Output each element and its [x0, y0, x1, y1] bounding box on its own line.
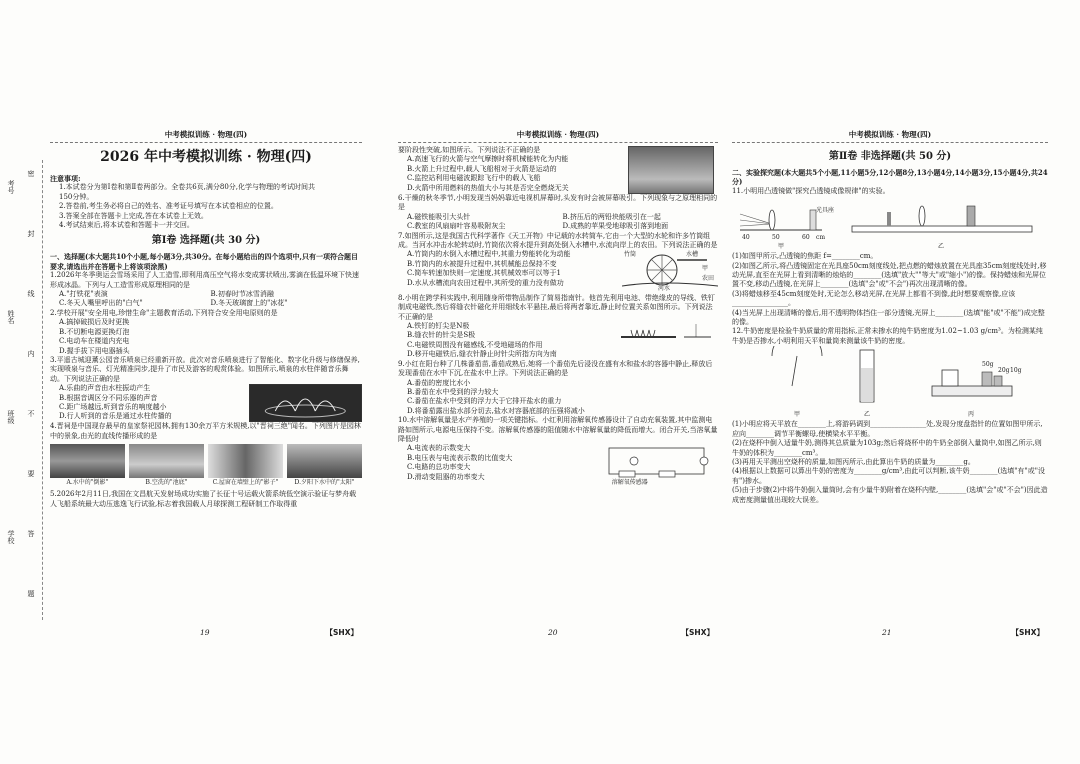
exam-title: 2026 年中考模拟训练 · 物理(四): [100, 149, 312, 165]
fig-label: 水槽: [686, 251, 699, 259]
option: A.搞掉破损后及时更换: [59, 318, 130, 327]
option: B.竹筒内的水被提升过程中,其机械能总保持不变: [407, 259, 557, 268]
question-2-options: [50, 318, 362, 356]
question-11-part: (4)当光屏上出现清晰的像后,用不透明物体挡住一部分透镜,光屏上________(选填"能"或"不能")成完整的像。: [732, 308, 1045, 327]
reflection-photo: [50, 444, 125, 478]
margin-label-name: 姓名: [7, 310, 15, 324]
fig-label: 竹筒: [624, 251, 637, 259]
fig-label: 光具座: [816, 207, 835, 215]
option: B.初春时节冰雪消融: [210, 290, 274, 299]
brand-mark: 【SHX】: [681, 628, 714, 637]
section-intro: 一、选择题(本大题共10个小题,每小题3分,共30分。在每小题给出的四个选项中,只有一项符合题目要求,请选出并在答题卡上将该项涂黑): [50, 252, 358, 271]
option: A.磁铁能吸引大头针: [407, 212, 471, 221]
notice-line: 4.考试结束后,将本试卷和答题卡一并交回。: [59, 221, 194, 230]
question-1: 1.2026年冬季奥运会雪场采用了人工造雪,即利用高压空气将水变成雾状喷出,雾滴在低温环境下快速形成冰晶。下列与人工造雪形成原理相同的是: [50, 271, 359, 289]
section-title: 第Ⅰ卷 选择题(共 30 分): [151, 235, 261, 247]
fig-label: 甲: [702, 265, 709, 273]
option: D.冬天玻璃窗上的"冰花": [210, 299, 288, 308]
option: A."打铁花"表演: [59, 290, 108, 299]
question-10-options: [398, 444, 604, 487]
seal-char: 内: [27, 350, 35, 357]
option: B.挤压后的两铅块能吸引在一起: [562, 212, 661, 221]
page-21: [732, 128, 1048, 648]
section-intro: 二、实验探究题(本大题共5个小题,11小题5分,12小题8分,13小题4分,14小题3分,15小题4分,共24分): [732, 168, 1048, 187]
option: B.火箭上升过程中,载人飞船相对于火箭是运动的: [407, 164, 557, 173]
option: D.水从水槽流向农田过程中,其所受的重力没有做功: [407, 278, 564, 287]
question-5-text: [398, 146, 628, 194]
option: A.番茄的密度比水小: [407, 378, 471, 387]
question-7-block: [398, 250, 718, 293]
section-title: 第Ⅱ卷 非选择题(共 50 分): [828, 151, 952, 162]
option: C.番茄在盐水中受到的浮力大于它排开盐水的重力: [407, 397, 562, 406]
figure-caption: C.屋窗在墙壁上的"影子": [212, 478, 279, 486]
fig-label: 丙: [968, 411, 975, 419]
option: D.成熟的苹果受地球吸引落到地面: [562, 222, 669, 231]
question-8: 8.小明在跨学科实践中,利用随身所带物品制作了简易指南针。他首先利用电池、带绝缘皮的导线、铁钉制成电磁铁,然后将缝衣针磁化并用细线水平悬挂,最后将两者靠近,静止时位置关系如图所示。下列说法不正确的是: [398, 293, 715, 321]
fountain-image: [250, 385, 361, 421]
figure-b: [129, 444, 204, 487]
option: C.监控站利用电磁波跟踪飞行中的载人飞船: [407, 174, 541, 183]
notice-line: 150分钟。: [59, 192, 94, 201]
notice-line: 1.本试卷分为第Ⅰ卷和第Ⅱ卷两部分。全卷共6页,满分80分,化学与物理的考试时间共: [59, 183, 316, 192]
option: C.电动车在楼道内充电: [59, 337, 130, 346]
page-19: [50, 128, 362, 648]
question-11-part: (1)如图甲所示,凸透镜的焦距 f=________cm。: [732, 252, 878, 261]
question-7: 7.如图所示,这是我国古代科学著作《天工开物》中记载的水转简车,它由一个大型的水轮和许多竹筒组成。当河水冲击水轮转动时,竹筒依次将水提升到高处倒入水槽中,水流向岸上的农田。下列说法正确的是: [398, 231, 718, 250]
page-header: 中考模拟训练 · 物理(四): [732, 128, 1048, 143]
density-drawing: [732, 346, 1048, 410]
brand-mark: 【SHX】: [325, 628, 358, 637]
option: D.行人听到的音乐是通过水柱传播的: [59, 412, 172, 421]
water-wheel-figure: [622, 250, 718, 293]
figure-caption: D.夕阳下水中的"太阳": [294, 478, 355, 486]
lens-bench-figures: [732, 196, 1048, 252]
question-8-block: [398, 322, 718, 360]
option: C.电磁铁周围没有磁感线,不受地磁场的作用: [407, 340, 543, 349]
question-12-part: (3)再用天平测出空烧杯的质量,如图丙所示,由此算出牛奶的质量为________g。: [732, 457, 975, 466]
question-11-part: (2)如图乙所示,将凸透镜固定在光具座50cm刻度线处,把点燃的蜡烛放置在光具座35cm刻度线处时,移动光屏,直至在光屏上看到清晰的烛焰的________(选填"放大""等大"或"缩小")的像。保持蜡烛和光屏位置不变,移动凸透镜,在光屏上________(选填"会"或"不会")再次出现清晰的像。: [732, 261, 1047, 289]
fig-label: 20g: [998, 367, 1010, 375]
page-footer: [398, 628, 718, 644]
option: D.移开电磁铁后,缝衣针静止时针尖所指方向为南: [407, 350, 557, 359]
seal-char: 线: [27, 290, 35, 297]
question-3-options: [50, 384, 249, 422]
question-12-part: (4)根据以上数据可以算出牛奶的密度为________g/cm³,由此可以判断,该牛奶________(选填"有"或"没有")掺水。: [732, 467, 1045, 485]
figure-d: [287, 444, 362, 487]
fig-label: 乙: [938, 243, 945, 251]
question-12: 12.牛奶密度是检验牛奶质量的常用指标,正常未掺水的纯牛奶密度为1.02~1.03 g/cm³。为检测某纯牛奶是否掺水,小明利用天平和量筒来测量该牛奶的密度。: [732, 327, 1043, 345]
page-number: 21: [882, 628, 892, 637]
electromagnet-drawing: [616, 322, 716, 352]
option: B.不切断电源更换灯泡: [59, 327, 130, 336]
question-10-block: [398, 444, 718, 487]
question-12-part: (1)小明应将天平放在________上,将游码调到________________处,发现分度盘指针的位置如图甲所示,应向________调节平衡螺母,使横梁水平平衡。: [732, 420, 1043, 438]
fig-label: 50g: [982, 361, 994, 369]
seal-char: 要: [27, 470, 35, 477]
margin-label-number: 考号: [7, 180, 15, 194]
sunset-photo: [287, 444, 362, 478]
figure-caption: A.水中的"倒影": [66, 478, 109, 486]
notice-line: 3.答案全部在答题卡上完成,答在本试卷上无效。: [59, 211, 208, 220]
page-number: 19: [200, 628, 210, 637]
option: B.番茄在水中受到的浮力较大: [407, 387, 499, 396]
page-footer: [50, 628, 362, 644]
fig-label: 河水: [658, 285, 671, 293]
density-figures: [732, 346, 1048, 420]
option: B.根据音调区分不同乐器的声音: [59, 393, 158, 402]
page-20: [398, 128, 718, 648]
option: C.教室的风扇扇叶容易吸附灰尘: [407, 222, 506, 231]
margin-label-school: 学校: [7, 530, 15, 544]
page-header: 中考模拟训练 · 物理(四): [398, 128, 718, 143]
option: D.握手拔下用电器插头: [59, 346, 130, 355]
option: A.乐曲的声音由水柱振动产生: [59, 384, 151, 393]
question-4-figures: [50, 444, 362, 487]
notice-line: 2.答卷前,考生务必将自己的姓名、准考证号填写在本试卷相应的位置。: [59, 202, 278, 211]
fig-label: 60: [802, 234, 810, 242]
question-10: 10.水中溶解氧量是水产养殖的一项关键指标。小红利用溶解氧传感器设计了自动充氧装置,其中监测电路如图所示,电源电压保持不变。溶解氧传感器的阻值随水中溶解氧量的降低而增大。闭合开关,当溶氧量降低时: [398, 416, 718, 443]
margin-label-class: 班级: [7, 410, 15, 424]
fig-label: 10g: [1010, 367, 1022, 375]
electromagnet-figure: [616, 322, 718, 360]
question-7-options: [398, 250, 622, 293]
question-8-options: [398, 322, 616, 360]
option: A.电流表的示数变大: [407, 444, 471, 453]
figure-c: [208, 444, 283, 487]
option: B.电压表与电流表示数的比值变大: [407, 453, 513, 462]
figure-caption: B.空洗的"池底": [145, 478, 188, 486]
question-12-part: (5)由于步骤(2)中将牛奶倒入量筒时,会有少量牛奶附着在烧杯内壁,________(选填"会"或"不会")因此造成密度测量值出现较大误差。: [732, 486, 1048, 504]
question-2: 2.学校开展"安全用电,珍惜生命"主题教育活动,下列符合安全用电原则的是: [50, 308, 278, 317]
question-11-part: (3)将蜡烛移至45cm刻度处时,无论怎么移动光屏,在光屏上都看不到像,此时想要观察像,应该________________。: [732, 289, 1016, 308]
window-shadow-photo: [208, 444, 283, 478]
fountain-photo: [249, 384, 362, 422]
option: D.滑动变阻器的功率变大: [407, 472, 485, 481]
question-4: 4.晋祠是中国现存最早的皇家祭祀园林,拥有130余万平方米规模,以"晋祠三绝"闻名。下列图片是园林中的景象,由光的直线传播形成的是: [50, 422, 361, 440]
question-5-cont: [398, 146, 718, 194]
question-9-options: [398, 379, 718, 417]
pool-photo: [129, 444, 204, 478]
option: A.高速飞行的火箭与空气摩擦时将机械能转化为内能: [407, 155, 569, 164]
question-3-block: [50, 384, 362, 422]
fig-label: 溶解氧传感器: [611, 479, 648, 487]
seal-char: 封: [27, 230, 35, 237]
question-6-options: [398, 213, 718, 232]
question-3: 3.平遥古城迎薰公园音乐喷泉已经重新开放。此次对音乐喷泉进行了智能化、数字化升级与修缮保养,实现喷泉与音乐、灯光精准同步,提升了市民及游客的观赏体验。如图所示,喷泉的水柱伴随音乐舞动。下列说法正确的是: [50, 355, 360, 383]
seal-char: 题: [27, 590, 35, 597]
page-footer: [732, 628, 1048, 644]
circuit-figure: [604, 444, 718, 487]
fig-label: 农田: [702, 275, 715, 283]
option: C.电路的总功率变大: [407, 463, 471, 472]
fig-label: 乙: [864, 411, 871, 419]
option: D.将番茄露出盐水部分切去,盐水对容器底部的压强将减小: [407, 406, 585, 415]
fig-label: 甲: [778, 243, 785, 251]
option: A.铁钉的钉尖是N极: [407, 322, 470, 331]
question-1-options: [50, 290, 362, 309]
option: A.竹筒内的水倒入水槽过程中,其重力势能转化为动能: [407, 250, 571, 259]
notice-title: 注意事项:: [50, 174, 81, 183]
seal-char: 不: [27, 410, 35, 417]
question-9: 9.小红在阳台种了几株番茄苗,番茄成熟后,她将一个番茄先后浸没在盛有水和盐水的容器中静止,释放后发现番茄在水中下沉,在盐水中上浮。下列说法正确的是: [398, 359, 713, 378]
option: C.距广场越远,听到音乐的响度越小: [59, 402, 167, 411]
option: D.火箭中所用燃料的热值大小与其是否完全燃烧无关: [407, 183, 569, 192]
question-5-stem: 要阶段性突破,如图所示。下列说法不正确的是: [398, 146, 541, 154]
fig-label: 50: [772, 234, 780, 242]
fig-label: 甲: [794, 411, 801, 419]
question-12-part: (2)在烧杯中倒入适量牛奶,测得其总质量为103g;然后将烧杯中的牛奶全部倒入量筒中,如图乙所示,则牛奶的体积为________cm³。: [732, 439, 1042, 457]
brand-mark: 【SHX】: [1011, 628, 1044, 637]
binding-margin: [0, 160, 43, 620]
fig-label: 40: [742, 234, 750, 242]
seal-char: 密: [27, 170, 35, 177]
option: C.冬天人嘴里呼出的"白气": [59, 299, 143, 308]
option: C.简车转速加快则一定速度,其机械效率可以等于1: [407, 269, 562, 278]
question-6: 6.干燥的秋冬季节,小明发现当妈妈靠近电视机屏幕时,头发有时会被屏幕吸引。下列现象与之原理相同的是: [398, 194, 718, 212]
rocket-photo: [628, 146, 713, 194]
fig-label: cm: [816, 234, 826, 242]
question-11: 11.小明用凸透镜做"探究凸透镜成像规律"的实验。: [732, 186, 890, 195]
question-5: 5.2026年2月11日,我国在文昌航天发射场成功实施了长征十号运载火箭系统低空演示验证与梦舟载人飞船系统最大动压逃逸飞行试验,标志着我国载人月球探测工程研制工作取得重: [50, 490, 357, 508]
figure-a: [50, 444, 125, 487]
page-number: 20: [548, 628, 558, 637]
seal-char: 答: [27, 530, 35, 537]
option: B.缝衣针的针尖是S极: [407, 331, 476, 340]
page-header: 中考模拟训练 · 物理(四): [50, 128, 362, 143]
